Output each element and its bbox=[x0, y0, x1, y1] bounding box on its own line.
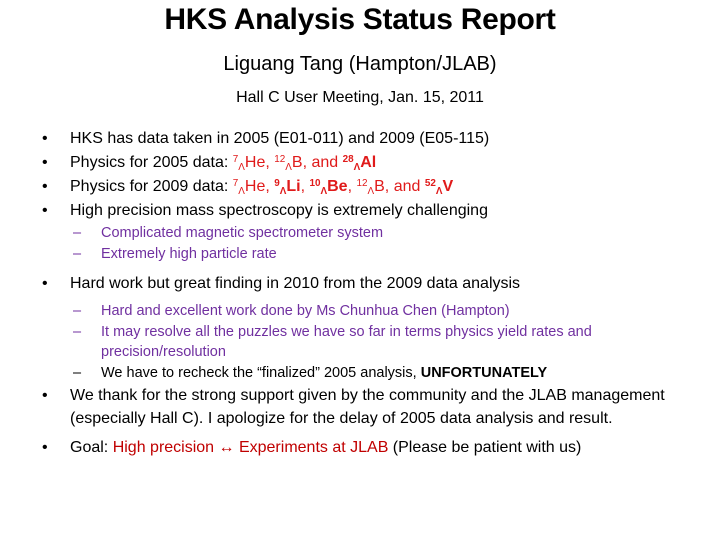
sub-bullet-resolve-puzzles bbox=[42, 322, 710, 362]
lambda-symbol: Λ bbox=[367, 185, 375, 197]
bullet-dot-icon: • bbox=[42, 387, 48, 404]
bullet-text: We thank for the strong support given by the community and the JLAB management (especially Hall C). I apologize for the delay of 2005 data analysis and result. bbox=[70, 387, 665, 427]
sub-bullet-particle-rate bbox=[42, 244, 710, 264]
separator: , bbox=[300, 178, 310, 195]
bullet-dot-icon: • bbox=[42, 154, 48, 171]
sub-bullet-text: It may resolve all the puzzles we have so far in terms physics yield rates and precision/resolution bbox=[101, 324, 592, 360]
lambda-symbol: Λ bbox=[353, 161, 361, 173]
isotope-list bbox=[233, 178, 453, 195]
sub-bullet-excellent-work bbox=[42, 301, 710, 321]
element: B, and bbox=[291, 154, 343, 171]
bullet-mass-spectroscopy bbox=[42, 199, 710, 222]
bullet-dot-icon: • bbox=[42, 275, 48, 292]
bullet-lead: Physics for 2005 data: bbox=[70, 154, 233, 171]
dash-icon: – bbox=[73, 225, 82, 241]
separator: , bbox=[347, 178, 357, 195]
element: B, and bbox=[374, 178, 425, 195]
goal-lead: Goal: bbox=[70, 439, 113, 456]
mass-number: 12 bbox=[356, 177, 368, 189]
mass-number: 7 bbox=[232, 177, 239, 189]
sub-bullet-text: Hard and excellent work done by Ms Chunhua Chen (Hampton) bbox=[101, 303, 510, 319]
isotope-list bbox=[233, 154, 376, 171]
goal-highlight bbox=[113, 439, 389, 456]
bullet-physics-2005 bbox=[42, 151, 710, 174]
goal-tail: (Please be patient with us) bbox=[388, 439, 582, 456]
dash-icon: – bbox=[73, 324, 82, 340]
bullet-hard-work bbox=[42, 272, 710, 295]
bullet-text: High precision mass spectroscopy is extremely challenging bbox=[70, 202, 488, 219]
sub-bullet-text: We have to recheck the “finalized” 2005 analysis, bbox=[101, 365, 421, 381]
slide-title: HKS Analysis Status Report bbox=[164, 3, 556, 36]
mass-number: 7 bbox=[232, 153, 239, 165]
bullet-dot-icon: • bbox=[42, 202, 48, 219]
sub-bullet-magnetic-system bbox=[42, 223, 710, 243]
bullet-text: HKS has data taken in 2005 (E01-011) and 2009 (E05-115) bbox=[70, 130, 490, 147]
lambda-symbol: Λ bbox=[238, 161, 245, 173]
mass-number: 12 bbox=[274, 153, 286, 165]
emphasis-unfortunately: UNFORTUNATELY bbox=[420, 365, 548, 381]
mass-number: 10 bbox=[309, 177, 321, 189]
sub-bullet-recheck bbox=[42, 363, 710, 383]
lambda-symbol: Λ bbox=[320, 185, 328, 197]
bullet-dot-icon: • bbox=[42, 439, 48, 456]
bullet-dot-icon: • bbox=[42, 130, 48, 147]
goal-experiments: Experiments at JLAB bbox=[234, 439, 389, 456]
bullet-text: Hard work but great finding in 2010 from the 2009 data analysis bbox=[70, 275, 521, 292]
lambda-symbol: Λ bbox=[238, 185, 245, 197]
dash-icon: – bbox=[73, 246, 82, 262]
bullet-thanks bbox=[42, 384, 710, 430]
element: He, bbox=[244, 154, 275, 171]
element: Be bbox=[327, 178, 348, 195]
element: Li bbox=[286, 178, 301, 195]
bullet-lead: Physics for 2009 data: bbox=[70, 178, 233, 195]
bullet-data-taken bbox=[42, 127, 710, 150]
mass-number: 52 bbox=[424, 177, 436, 189]
lambda-symbol: Λ bbox=[279, 185, 287, 197]
dash-icon: – bbox=[73, 365, 82, 381]
dash-icon: – bbox=[73, 303, 82, 319]
bullet-list bbox=[42, 127, 710, 460]
mass-number: 9 bbox=[274, 177, 280, 189]
bullet-dot-icon: • bbox=[42, 178, 48, 195]
lambda-symbol: Λ bbox=[435, 185, 443, 197]
bullet-physics-2009 bbox=[42, 175, 710, 198]
lambda-symbol: Λ bbox=[285, 161, 292, 173]
meeting-line: Hall C User Meeting, Jan. 15, 2011 bbox=[236, 89, 484, 106]
bullet-goal bbox=[42, 436, 710, 459]
mass-number: 28 bbox=[342, 153, 354, 165]
element: He, bbox=[244, 178, 275, 195]
element: V bbox=[442, 178, 454, 195]
sub-bullet-text: Extremely high particle rate bbox=[101, 246, 277, 262]
element: Al bbox=[360, 154, 377, 171]
double-arrow-icon: ↔ bbox=[218, 439, 235, 456]
author-line: Liguang Tang (Hampton/JLAB) bbox=[223, 53, 497, 75]
sub-bullet-text: Complicated magnetic spectrometer system bbox=[101, 225, 384, 241]
goal-precision: High precision bbox=[112, 439, 219, 456]
